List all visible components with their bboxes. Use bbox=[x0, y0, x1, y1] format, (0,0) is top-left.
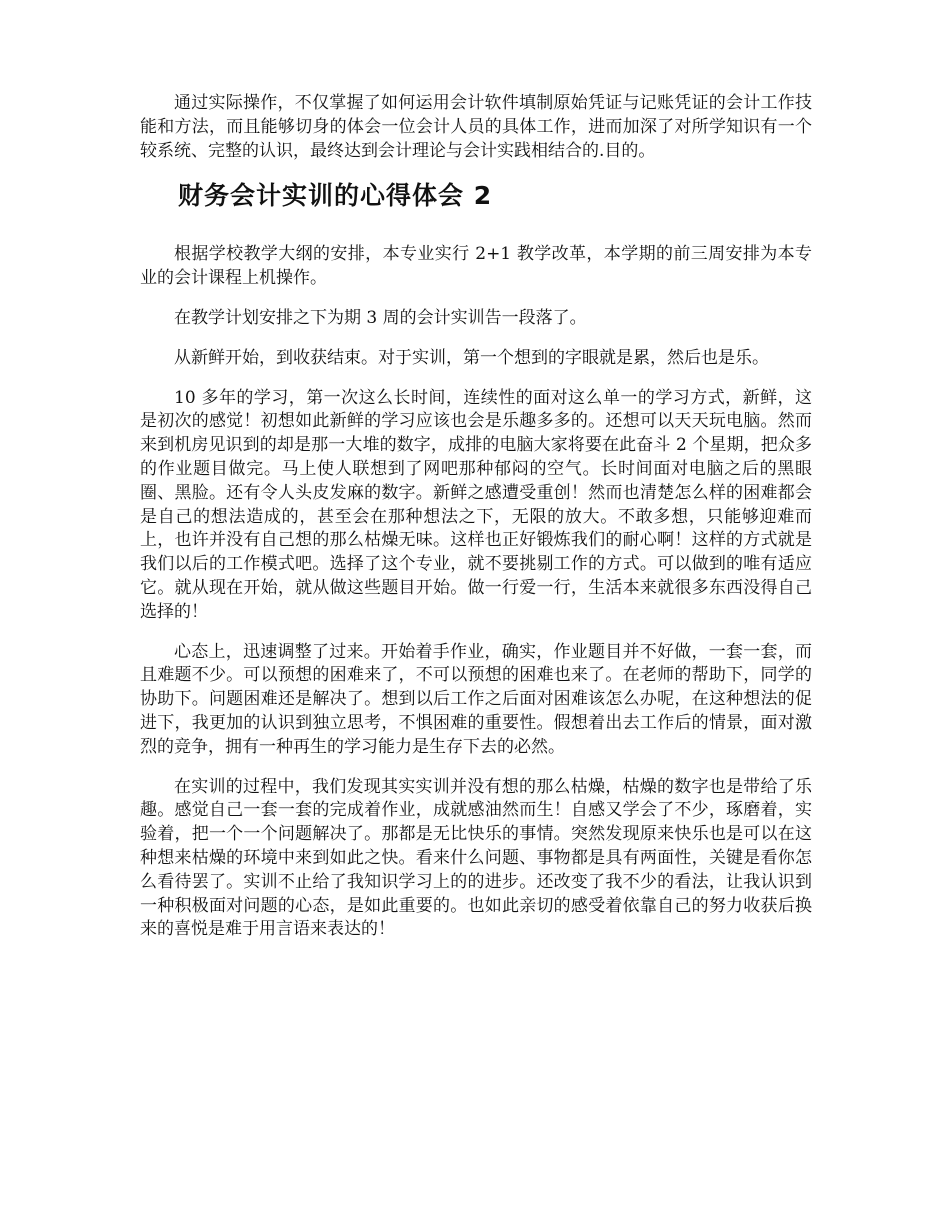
document-body bbox=[140, 92, 812, 958]
paragraph-1: 根据学校教学大纲的安排，本专业实行 2+1 教学改革，本学期的前三周安排为本专业的会计课程上机操作。 bbox=[140, 244, 812, 289]
paragraph-4: 10 多年的学习，第一次这么长时间，连续性的面对这么单一的学习方式，新鲜，这是初次的感觉！初想如此新鲜的学习应该也会是乐趣多多的。还想可以天天玩电脑。然而来到机房见识到的却是那一大堆的数字，成排的电脑大家将要在此奋斗 2 个星期，把众多的作业题目做完。马上使人联想到了网吧那种郁闷的空气。长时间面对电脑之后的黑眼圈、黑脸。还有令人头皮发麻的数字。新鲜之感遭受重创！然而也清楚怎么样的困难都会是自己的想法造成的，甚至会在那种想法之下，无限的放大。不敢多想，只能够迎难而上，也许并没有自己想的那么枯燥无味。这样也正好锻炼我们的耐心啊！这样的方式就是我们以后的工作模式吧。选择了这个专业，就不要挑剔工作的方式。可以做到的唯有适应它。就从现在开始，就从做这些题目开始。做一行爱一行，生活本来就很多东西没得自己选择的！ bbox=[140, 387, 812, 622]
paragraph-3: 从新鲜开始，到收获结束。对于实训，第一个想到的字眼就是累，然后也是乐。 bbox=[174, 347, 769, 368]
paragraph-5: 心态上，迅速调整了过来。开始着手作业，确实，作业题目并不好做，一套一套，而且难题不少。可以预想的困难来了，不可以预想的困难也来了。在老师的帮助下，同学的协助下。问题困难还是解决了。想到以后工作之后面对困难该怎么办呢，在这种想法的促进下，我更加的认识到独立思考，不惧困难的重要性。假想着出去工作后的情景，面对激烈的竞争，拥有一种再生的学习能力是生存下去的必然。 bbox=[140, 641, 812, 757]
paragraph-2: 在教学计划安排之下为期 3 周的会计实训告一段落了。 bbox=[174, 307, 587, 328]
paragraph-6: 在实训的过程中，我们发现其实实训并没有想的那么枯燥，枯燥的数字也是带给了乐趣。感觉自己一套一套的完成着作业，成就感油然而生！自感又学会了不少，琢磨着，实验着，把一个一个问题解决了。那都是无比快乐的事情。突然发现原来快乐也是可以在这种想来枯燥的环境中来到如此之快。看来什么问题、事物都是具有两面性，关键是看你怎么看待罢了。实训不止给了我知识学习上的的进步。还改变了我不少的看法，让我认识到一种积极面对问题的心态，是如此重要的。也如此亲切的感受着依靠自己的努力收获后换来的喜悦是难于用言语来表达的！ bbox=[140, 776, 812, 940]
section-title: 财务会计实训的心得体会 2 bbox=[178, 181, 493, 211]
intro-paragraph: 通过实际操作，不仅掌握了如何运用会计软件填制原始凭证与记账凭证的会计工作技能和方法，而且能够切身的体会一位会计人员的具体工作，进而加深了对所学知识有一个较系统、完整的认识，最终达到会计理论与会计实践相结合的.目的。 bbox=[140, 93, 812, 161]
